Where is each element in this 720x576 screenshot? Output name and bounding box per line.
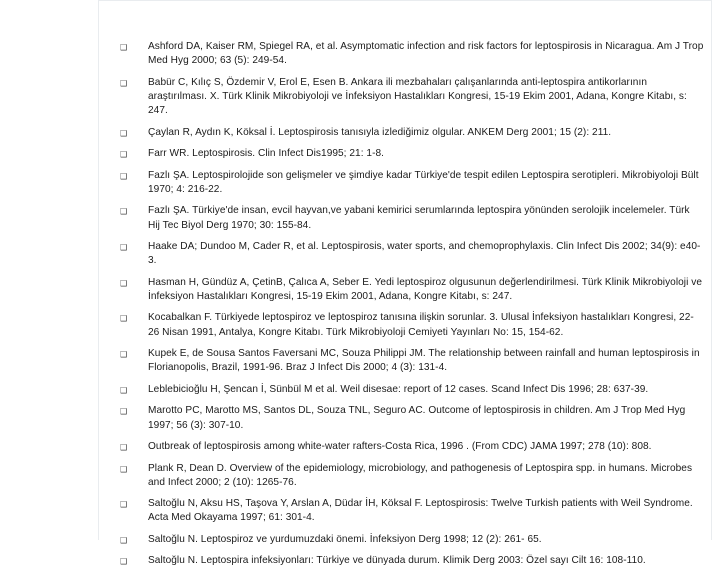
reference-text: Kocabalkan F. Türkiyede leptospiroz ve leptospiroz tanısına ilişkin sorunlar. 3. Ulusal İnfeksiyon hastalıkları Kongresi, 22-26 Nisan 1991, Antalya, Kongre Kitabı. Türk Mikrobiyoloji Cemiyeti Yayınları No: 15, 154-62. (148, 312, 694, 338)
list-item (120, 311, 704, 339)
bullet-icon: ❑ (120, 464, 128, 474)
bullet-icon: ❑ (120, 171, 128, 181)
bullet-icon: ❑ (120, 535, 128, 545)
bullet-icon: ❑ (120, 314, 128, 324)
list-item (120, 40, 704, 68)
reference-text: Outbreak of leptospirosis among white-water rafters-Costa Rica, 1996 . (From CDC) JAMA 1997; 278 (10): 808. (148, 441, 652, 453)
list-item (120, 126, 704, 140)
list-item (120, 347, 704, 375)
bullet-icon: ❑ (120, 243, 128, 253)
bullet-icon: ❑ (120, 350, 128, 360)
list-item (120, 147, 704, 161)
bullet-icon: ❑ (120, 278, 128, 288)
list-item (120, 533, 704, 547)
bullet-icon: ❑ (120, 407, 128, 417)
reference-list (120, 40, 704, 576)
reference-text: Saltoğlu N. Leptospiroz ve yurdumuzdaki önemi. İnfeksiyon Derg 1998; 12 (2): 261- 65. (148, 533, 542, 545)
bullet-icon: ❑ (120, 557, 128, 567)
list-item (120, 383, 704, 397)
list-item (120, 440, 704, 454)
list-item (120, 554, 704, 568)
reference-text: Marotto PC, Marotto MS, Santos DL, Souza TNL, Seguro AC. Outcome of leptospirosis in children. Am J Trop Med Hyg 1997; 56 (3): 307-10. (148, 405, 686, 431)
list-item (120, 169, 704, 197)
list-item (120, 462, 704, 490)
bullet-icon: ❑ (120, 385, 128, 395)
reference-text: Saltoğlu N, Aksu HS, Taşova Y, Arslan A, Düdar İH, Köksal F. Leptospirosis: Twelve Turkish patients with Weil Syndrome. Acta Med Okayama 1997; 61: 301-4. (148, 498, 693, 524)
reference-text: Kupek E, de Sousa Santos Faversani MC, Souza Philippi JM. The relationship between rainfall and human leptospirosis in Florianopolis, Brazil, 1991-96. Braz J Infect Dis 2000; 4 (3): 131-4. (148, 348, 700, 374)
reference-text: Fazlı ŞA. Leptospirolojide son gelişmeler ve şimdiye kadar Türkiye'de tespit edilen Leptospira serotipleri. Mikrobiyoloji Bült 1970; 4: 216-22. (148, 169, 699, 195)
bullet-icon: ❑ (120, 443, 128, 453)
list-item (120, 276, 704, 304)
list-item (120, 240, 704, 268)
reference-text: Farr WR. Leptospirosis. Clin Infect Dis1995; 21: 1-8. (148, 148, 385, 160)
frame-right-edge (711, 0, 712, 540)
list-item (120, 204, 704, 232)
reference-text: Fazlı ŞA. Türkiye'de insan, evcil hayvan,ve yabani kemirici serumlarında leptospira yönünden serolojik incelemeler. Türk Hij Tec Biyol Derg 1970; 30: 155-84. (148, 205, 690, 231)
bullet-icon: ❑ (120, 500, 128, 510)
list-item (120, 497, 704, 525)
reference-text: Plank R, Dean D. Overview of the epidemiology, microbiology, and pathogenesis of Leptospira spp. in humans. Microbes and Infect 2000; 2 (10): 1265-76. (148, 462, 693, 488)
bullet-icon: ❑ (120, 43, 128, 52)
reference-text: Ashford DA, Kaiser RM, Spiegel RA, et al. Asymptomatic infection and risk factors for leptospirosis in Nicaragua. Am J Trop Med Hyg 2000; 63 (5): 249-54. (148, 41, 704, 67)
bullet-icon: ❑ (120, 128, 128, 138)
reference-text: Babür C, Kılıç S, Özdemir V, Erol E, Esen B. Ankara ili mezbahaları çalışanlarında anti-leptospira antikorlarının araştırılması. X. Türk Klinik Mikrobiyoloji ve İnfeksiyon Hastalıkları Kongresi, 15-19 Ekim 2001, Adana, Kongre Kitabı, s: 247. (148, 76, 687, 117)
bullet-icon: ❑ (120, 207, 128, 217)
bullet-icon: ❑ (120, 78, 128, 88)
list-item (120, 404, 704, 432)
list-item (120, 76, 704, 119)
frame-top-edge (98, 0, 712, 1)
bullet-icon: ❑ (120, 150, 128, 160)
reference-text: Çaylan R, Aydın K, Köksal İ. Leptospirosis tanısıyla izlediğimiz olgular. ANKEM Derg 2001; 15 (2): 211. (148, 126, 612, 138)
frame-left-edge (98, 0, 99, 540)
reference-text: Hasman H, Gündüz A, ÇetinB, Çalıca A, Seber E. Yedi leptospiroz olgusunun değerlendirilmesi. Türk Klinik Mikrobiyoloji ve İnfeksiyon Hastalıkları Kongresi, 15-19 Ekim 2001, Adana, Kongre Kitabı, s: 247. (148, 276, 703, 302)
reference-text: Leblebicioğlu H, Şencan İ, Sünbül M et al. Weil disesae: report of 12 cases. Scand Infect Dis 1996; 28: 637-39. (148, 383, 649, 395)
reference-text: Haake DA; Dundoo M, Cader R, et al. Leptospirosis, water sports, and chemoprophylaxis. Clin Infect Dis 2002; 34(9): e40-3. (148, 241, 701, 267)
reference-text: Saltoğlu N. Leptospira infeksiyonları: Türkiye ve dünyada durum. Klimik Derg 2003: Özel sayı Cilt 16: 108-110. (148, 555, 646, 567)
